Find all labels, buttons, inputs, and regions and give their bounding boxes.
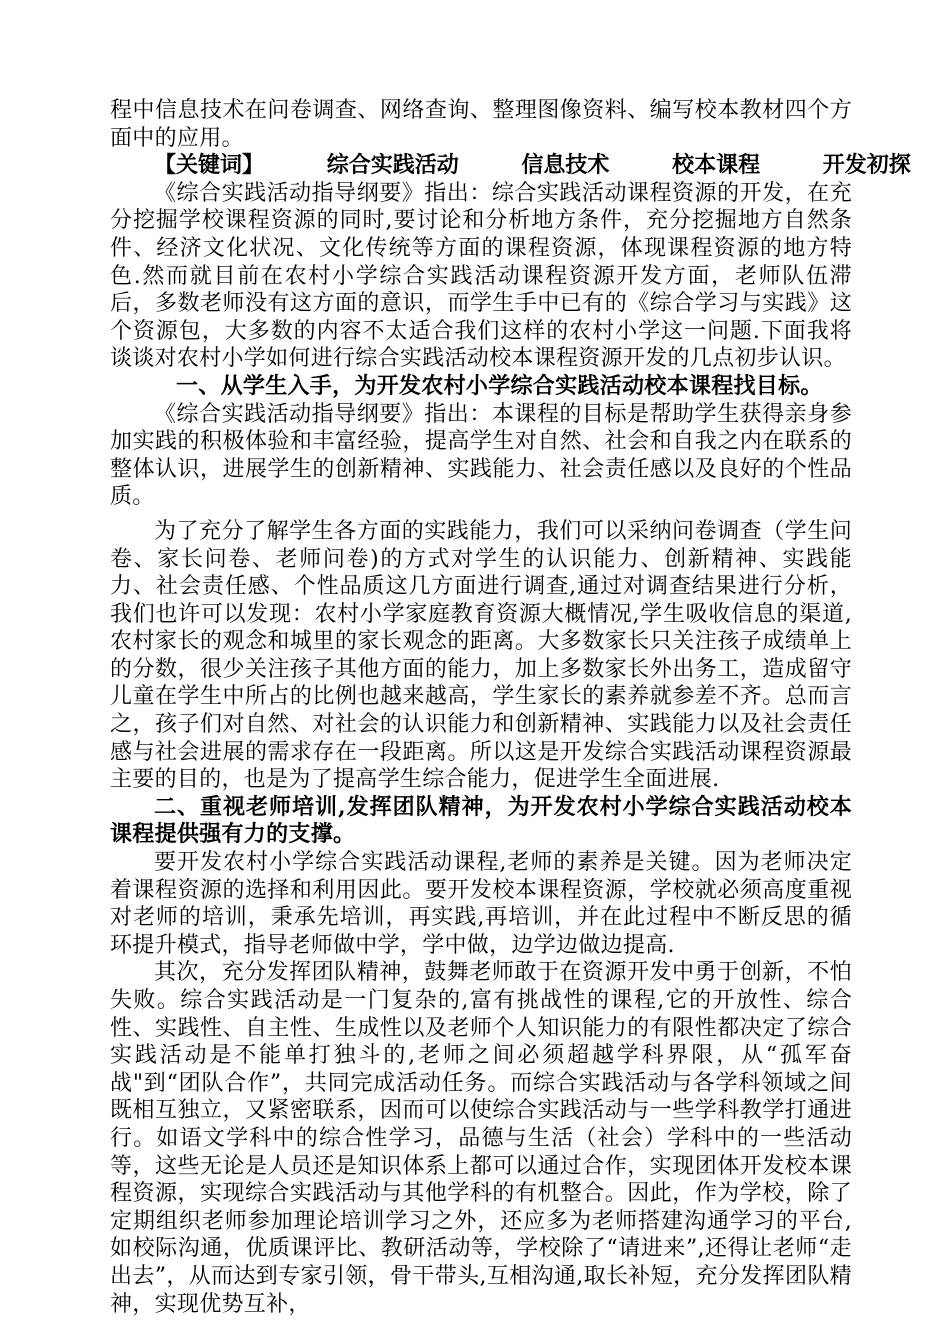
body-paragraph: 其次，充分发挥团队精神，鼓舞老师敢于在资源开发中勇于创新，不怕失败。综合实践活动是一门复杂的,富有挑战性的课程,它的开放性、综合性、实践性、自主性、生成性以及老师个人知识能力的有限性都决定了综合实践活动是不能单打独斗的,老师之间必须超越学科界限，从“孤军奋战"到“团队合作”，共同完成活动任务。而综合实践活动与各学科领域之间既相互独立，又紧密联系，因而可以使综合实践活动与一些学科教学打通进行。如语文学科中的综合性学习，品德与生活（社会）学科中的一些活动等，这些无论是人员还是知识体系上都可以通过合作，实现团体开发校本课程资源，实现综合实践活动与其他学科的有机整合。因此，作为学校，除了定期组织老师参加理论培训学习之外，还应多为老师搭建沟通学习的平台,如校际沟通，优质课评比、教研活动等，学校除了“请进来”,还得让老师“走出去”，从而达到专家引领，骨干带头,互相沟通,取长补短，充分发挥团队精神，实现优势互补， — [110, 960, 852, 1317]
intro-tail-paragraph: 程中信息技术在问卷调查、网络查询、整理图像资料、编写校本教材四个方面中的应用。 — [110, 98, 852, 151]
body-paragraph: 《综合实践活动指导纲要》指出：本课程的目标是帮助学生获得亲身参加实践的积极体验和丰富经验，提高学生对自然、社会和自我之内在联系的整体认识，进展学生的创新精神、实践能力、社会责任感以及良好的个性品质。 — [110, 401, 852, 510]
keywords-line — [110, 152, 911, 180]
section-heading-1: 一、从学生入手，为开发农村小学综合实践活动校本课程找目标。 — [176, 372, 823, 399]
keyword-item: 开发初探 — [822, 152, 911, 179]
body-paragraph: 为了充分了解学生各方面的实践能力，我们可以采纳问卷调查（学生问卷、家长问卷、老师问卷)的方式对学生的认识能力、创新精神、实践能力、社会责任感、个性品质这几方面进行调查,通过对调查结果进行分析，我们也许可以发现：农村小学家庭教育资源大概情况,学生吸收信息的渠道,农村家长的观念和城里的家长观念的距离。大多数家长只关注孩子成绩单上的分数，很少关注孩子其他方面的能力，加上多数家长外出务工，造成留守儿童在学生中所占的比例也越来越高，学生家长的素养就参差不齐。总而言之，孩子们对自然、对社会的认识能力和创新精神、实践能力以及社会责任感与社会进展的需求存在一段距离。所以这是开发综合实践活动课程资源最主要的目的，也是为了提高学生综合能力，促进学生全面进展. — [110, 518, 852, 793]
keyword-item: 信息技术 — [521, 152, 610, 179]
document-page — [110, 97, 911, 1318]
body-paragraph: 要开发农村小学综合实践活动课程,老师的素养是关键。因为老师决定着课程资源的选择和利用因此。要开发校本课程资源，学校就必须高度重视对老师的培训，秉承先培训，再实践,再培训，并在此过程中不断反思的循环提升模式，指导老师做中学，学中做，边学边做边提高. — [110, 850, 852, 958]
body-paragraph: 《综合实践活动指导纲要》指出：综合实践活动课程资源的开发，在充分挖掘学校课程资源的同时,要讨论和分析地方条件，充分挖掘地方自然条件、经济文化状况、文化传统等方面的课程资源，体现课程资源的地方特色.然而就目前在农村小学综合实践活动课程资源开发方面，老师队伍滞后，多数老师没有这方面的意识，而学生手中已有的《综合学习与实践》这个资源包，大多数的内容不太适合我们这样的农村小学这一问题.下面我将谈谈对农村小学如何进行综合实践活动校本课程资源开发的几点初步认识。 — [110, 180, 852, 372]
keyword-item: 综合实践活动 — [326, 152, 459, 179]
keyword-item: 校本课程 — [672, 152, 761, 179]
keywords-label: 【关键词】 — [154, 152, 265, 179]
section-heading-2: 二、重视老师培训,发挥团队精神，为开发农村小学综合实践活动校本课程提供强有力的支撑。 — [110, 793, 852, 848]
